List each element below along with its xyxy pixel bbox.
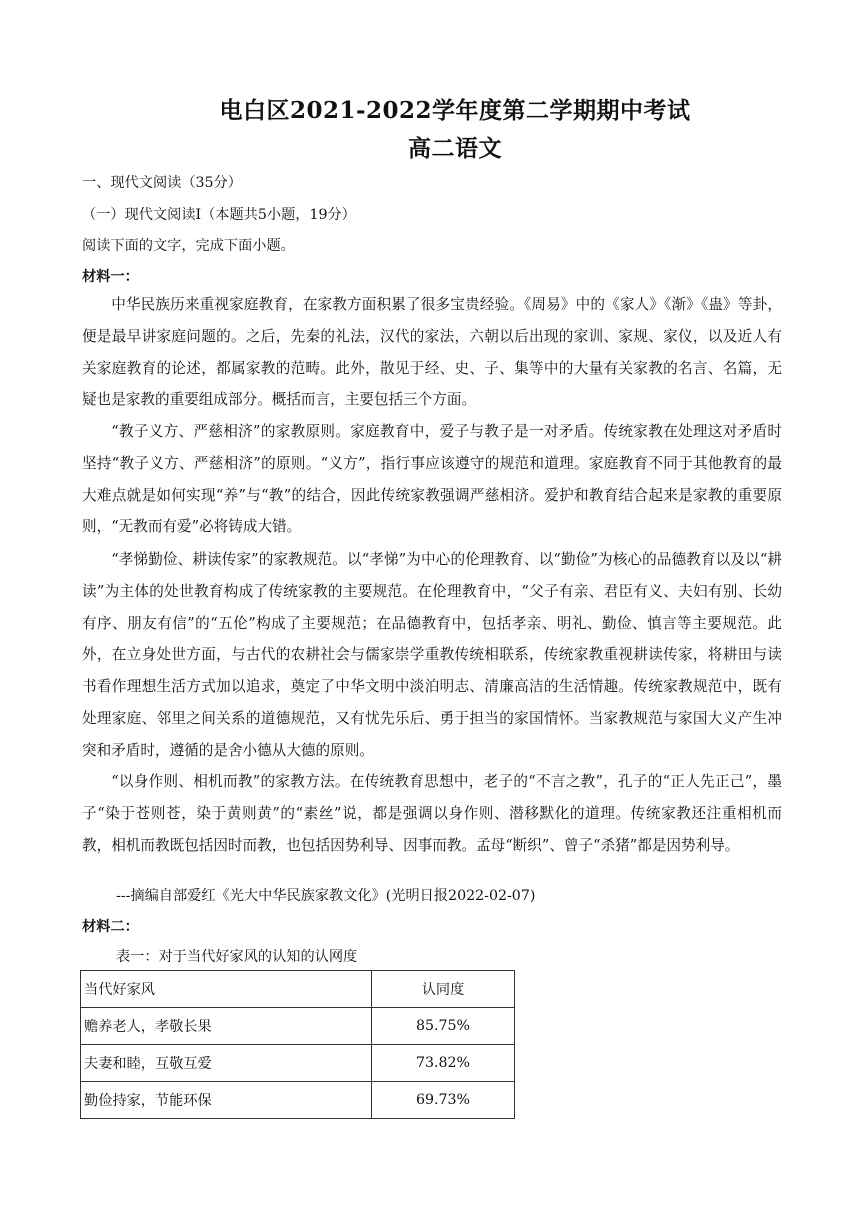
exam-title: 电白区2021-2022学年度第二学期期中考试 <box>219 97 691 124</box>
table-cell: 夫妻和睦，互敬互爱 <box>81 1045 372 1082</box>
table-row <box>81 1045 515 1082</box>
table-header-cell: 当代好家风 <box>81 971 372 1008</box>
sub-section-heading: （一）现代文阅读Ⅰ（本题共5小题，19分） <box>82 207 356 223</box>
material-one-paragraph: 中华民族历来重视家庭教育，在家教方面积累了很多宝贵经验。《周易》中的《家人》《渐》《蛊》等卦，便是最早讲家庭问题的。之后，先秦的礼法，汉代的家法，六朝以后出现的家训、家规、家仪，以及近人有关家庭教育的论述，都属家教的范畴。此外，散见于经、史、子、集等中的大量有关家教的名言、名篇，无疑也是家教的重要组成部分。概括而言，主要包括三个方面。 <box>82 296 782 409</box>
section-heading: 一、现代文阅读（35分） <box>82 175 242 191</box>
table-header-row <box>81 971 515 1008</box>
table-header-cell: 认同度 <box>372 971 515 1008</box>
reading-instruction: 阅读下面的文字，完成下面小题。 <box>82 238 295 254</box>
table-cell: 赡养老人，孝敬长果 <box>81 1008 372 1045</box>
material-two-label: 材料二： <box>82 919 139 935</box>
table-cell: 73.82% <box>372 1045 515 1082</box>
family-values-table <box>80 970 515 1119</box>
material-one-paragraph: “教子义方、严慈相济”的家教原则。家庭教育中，爱子与教子是一对矛盾。传统家教在处理这对矛盾时坚持“教子义方、严慈相济”的原则。“义方”，指行事应该遵守的规范和道理。家庭教育不同于其他教育的最大难点就是如何实现“养”与“教”的结合，因此传统家教强调严慈相济。爱护和教育结合起来是家教的重要原则，“无教而有爱”必将铸成大错。 <box>82 423 782 536</box>
subject-title: 高二语文 <box>408 135 502 162</box>
material-one-label: 材料一： <box>82 269 139 285</box>
table-row <box>81 1008 515 1045</box>
table-row <box>81 1082 515 1119</box>
material-one-source: ---摘编自部爱红《光大中华民族家教文化》(光明日报2022-02-07) <box>116 888 536 904</box>
table-cell: 勤俭持家，节能环保 <box>81 1082 372 1119</box>
table-caption: 表一：对于当代好家风的认知的认网度 <box>116 949 358 965</box>
table-cell: 85.75% <box>372 1008 515 1045</box>
table-cell: 69.73% <box>372 1082 515 1119</box>
material-one-paragraph: “孝悌勤俭、耕读传家”的家教规范。以“孝悌”为中心的伦理教育、以“勤俭”为核心的品德教育以及以“耕读”为主体的处世教育构成了传统家教的主要规范。在伦理教育中，“父子有亲、君臣有义、夫妇有别、长幼有序、朋友有信”的“五伦”构成了主要规范；在品德教育中，包括孝亲、明礼、勤俭、慎言等主要规范。此外，在立身处世方面，与古代的农耕社会与儒家崇学重教传统相联系，传统家教重视耕读传家，将耕田与读书看作理想生活方式加以追求，奠定了中华文明中淡泊明志、清廉高洁的生活情趣。传统家教规范中，既有处理家庭、邻里之间关系的道德规范，又有忧先乐后、勇于担当的家国情怀。当家教规范与家国大义产生冲突和矛盾时，遵循的是舍小德从大德的原则。 <box>82 551 782 759</box>
material-one-paragraph: “以身作则、相机而教”的家教方法。在传统教育思想中，老子的“不言之教”，孔子的“正人先正己”，墨子“染于苍则苍，染于黄则黄”的“素丝”说，都是强调以身作则、潜移默化的道理。传统家教还注重相机而教，相机而教既包括因时而教，也包括因势利导、因事而教。孟母“断织”、曾子“杀猪”都是因势利导。 <box>82 773 782 854</box>
